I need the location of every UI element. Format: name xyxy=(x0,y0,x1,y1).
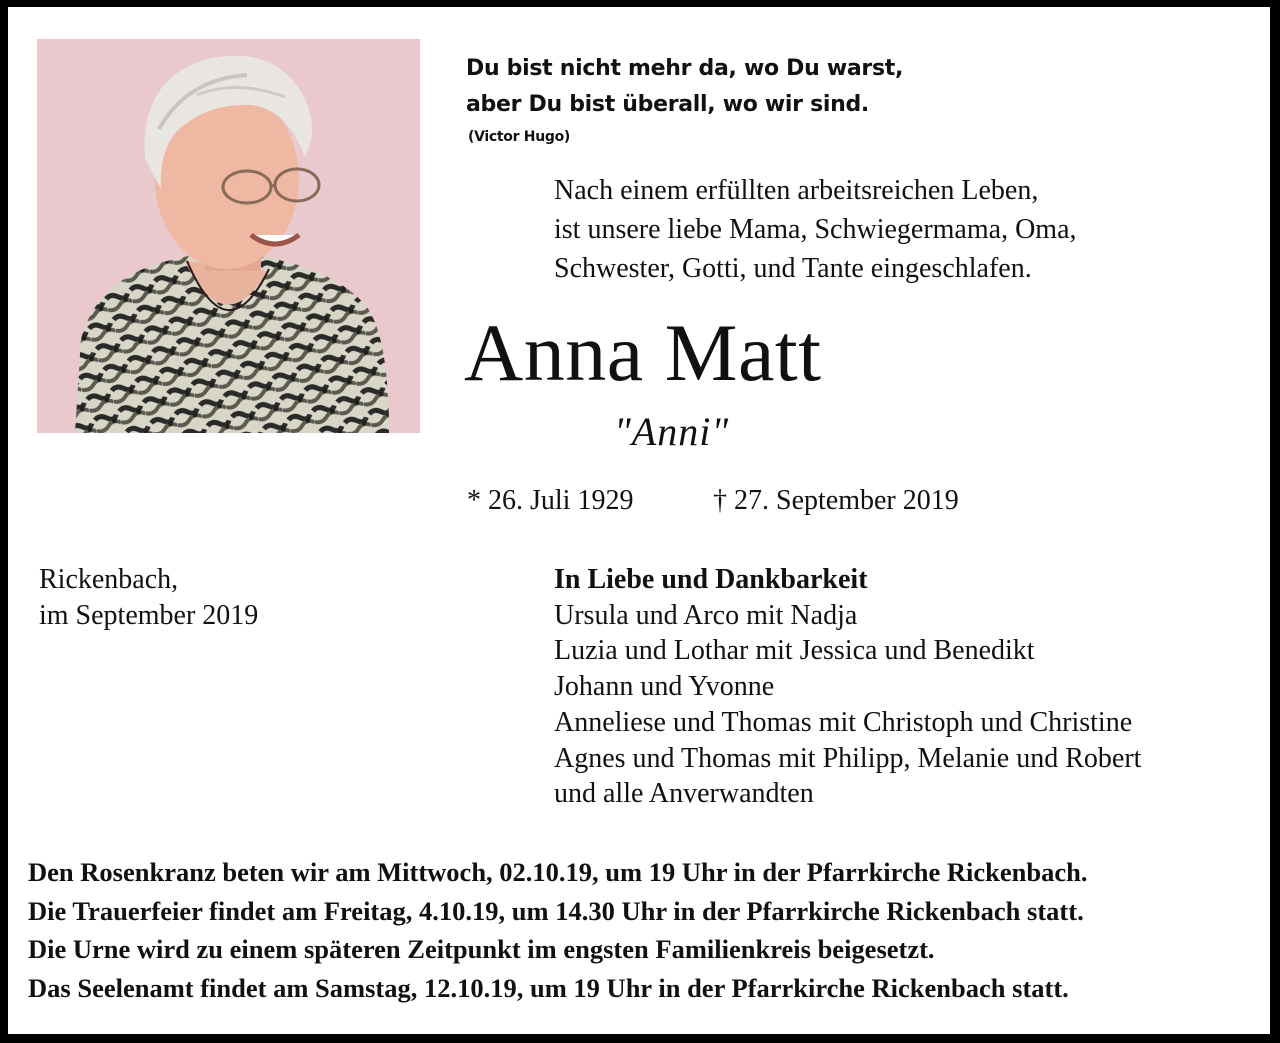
notice-line-1: Den Rosenkranz beten wir am Mittwoch, 02.10.19, um 19 Uhr in der Pfarrkirche Rickenbach. xyxy=(28,857,1088,887)
intro-text xyxy=(554,171,1254,288)
notice-line-2: Die Trauerfeier findet am Freitag, 4.10.19, um 14.30 Uhr in der Pfarrkirche Rickenbach statt. xyxy=(28,895,1084,926)
obituary-card xyxy=(8,7,1270,1034)
service-notices xyxy=(28,853,1268,1007)
intro-line-2: ist unsere liebe Mama, Schwiegermama, Oma, xyxy=(554,214,1077,245)
quote-line-2: aber Du bist überall, wo wir sind. xyxy=(466,92,869,117)
portrait-photo xyxy=(37,39,420,433)
family-line-3: Johann und Yvonne xyxy=(554,671,775,703)
quote-line-1: Du bist nicht mehr da, wo Du warst, xyxy=(466,56,904,81)
quote-author: (Victor Hugo) xyxy=(468,129,570,145)
family-line-2: Luzia und Lothar mit Jessica und Benedikt xyxy=(554,635,1035,667)
notice-line-3: Die Urne wird zu einem späteren Zeitpunkt im engsten Familienkreis beigesetzt. xyxy=(28,934,935,964)
family-line-6: und alle Anverwandten xyxy=(554,778,814,810)
notice-line-4: Das Seelenamt findet am Samstag, 12.10.19, um 19 Uhr in der Pfarrkirche Rickenbach statt. xyxy=(28,972,1069,1003)
intro-line-1: Nach einem erfüllten arbeitsreichen Leben, xyxy=(554,175,1039,206)
family-line-4: Anneliese und Thomas mit Christoph und Christine xyxy=(554,706,1133,738)
place-line-1: Rickenbach, xyxy=(39,564,179,595)
family-line-1: Ursula und Arco mit Nadja xyxy=(554,599,858,631)
family-list xyxy=(554,562,1264,812)
family-heading: In Liebe und Dankbarkeit xyxy=(554,564,868,595)
birth-date: * 26. Juli 1929 xyxy=(467,485,634,516)
deceased-nickname: "Anni" xyxy=(614,409,730,454)
deceased-name: Anna Matt xyxy=(464,307,822,398)
death-date: † 27. September 2019 xyxy=(713,485,959,516)
place-and-date xyxy=(39,562,439,634)
family-line-5: Agnes und Thomas mit Philipp, Melanie und Robert xyxy=(554,742,1142,774)
place-line-2: im September 2019 xyxy=(39,600,259,631)
intro-line-3: Schwester, Gotti, und Tante eingeschlafen. xyxy=(554,253,1032,284)
quote-block xyxy=(466,51,1166,145)
